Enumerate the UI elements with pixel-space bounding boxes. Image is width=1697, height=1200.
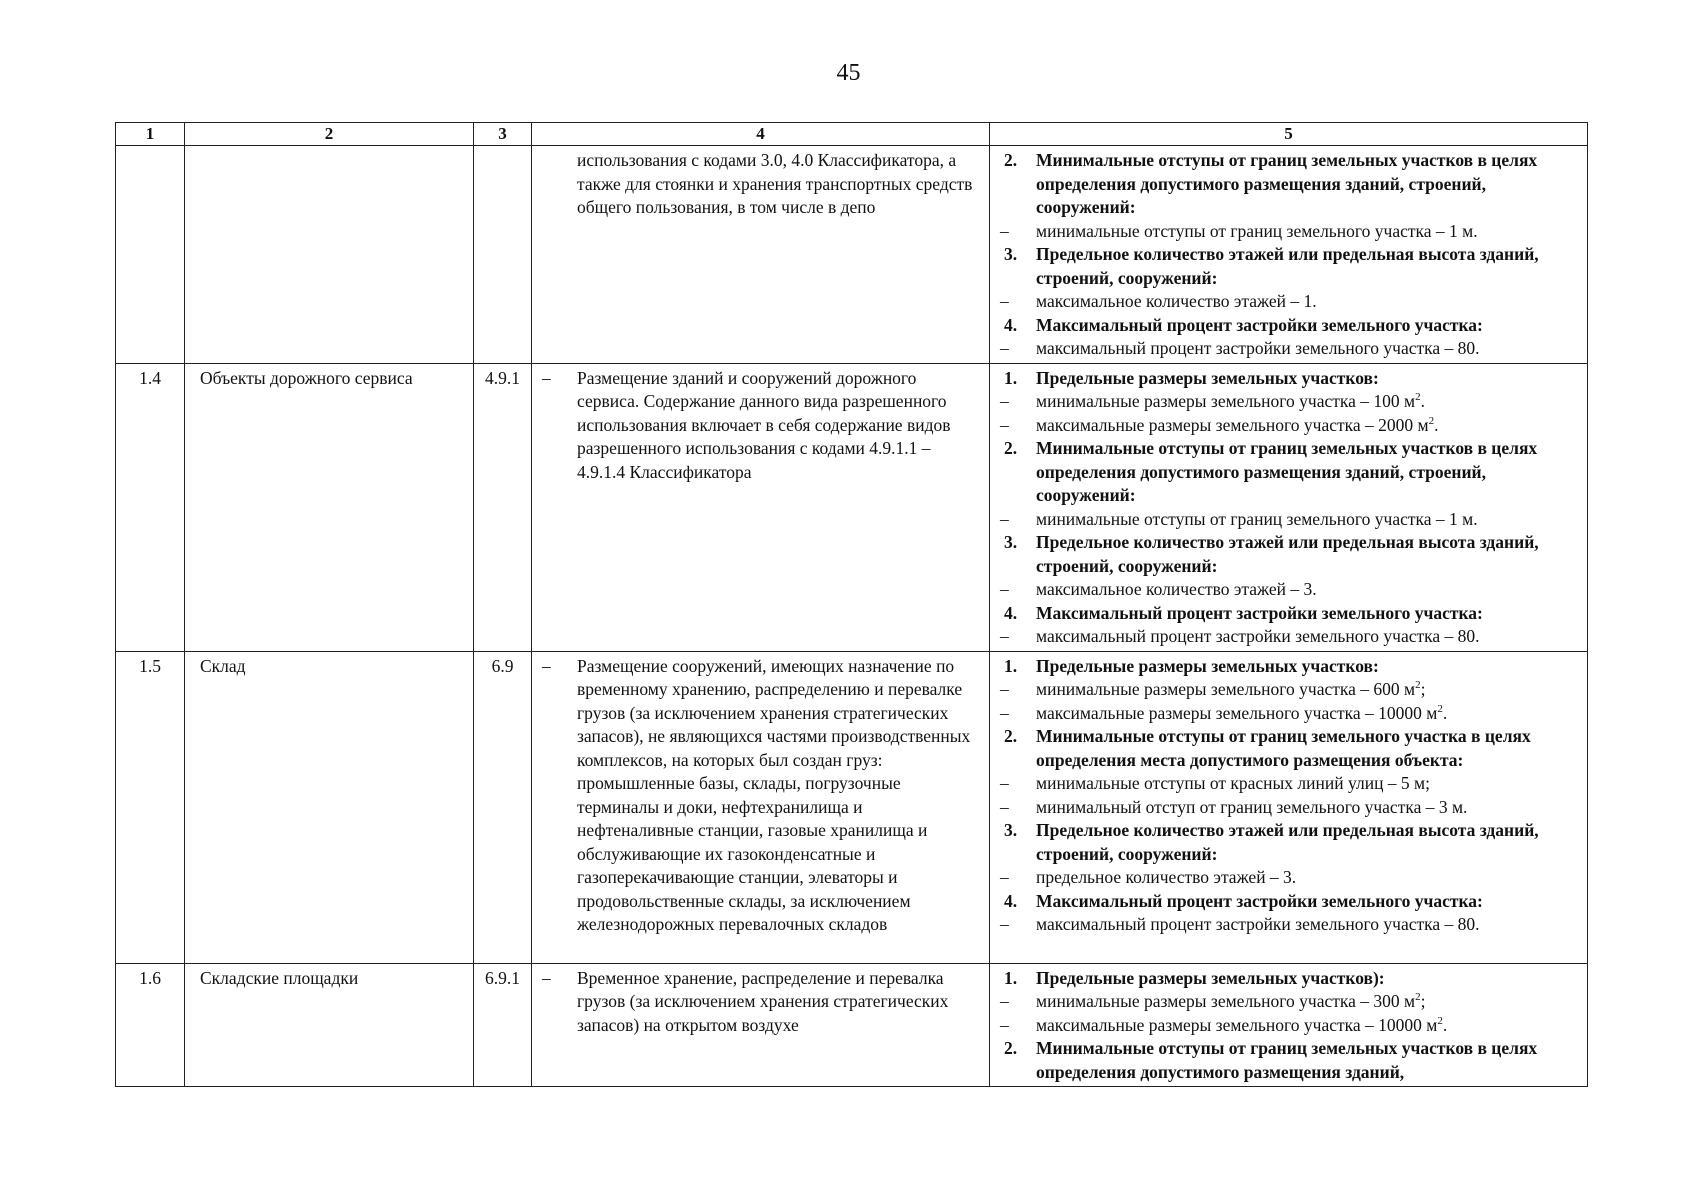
param-number: 2. <box>1004 726 1018 746</box>
param-text: минимальные отступы от границ земельного участка – 1 м. <box>1036 508 1478 529</box>
cell-description <box>532 363 990 651</box>
param-number: 4. <box>1004 314 1018 335</box>
param-text: максимальный процент застройки земельного участка – 80. <box>1036 914 1480 934</box>
cell-code <box>474 146 532 364</box>
param-number: 3. <box>1004 244 1018 264</box>
dash-marker: – <box>1000 796 1009 817</box>
param-text: Минимальные отступы от границ земельных участков в целях определения допустимого размещения зданий, строений, сооружений: <box>1036 438 1538 505</box>
dash-marker: – <box>1000 414 1009 435</box>
cell-params <box>990 363 1588 651</box>
param-item <box>1000 414 1577 438</box>
dash-marker: – <box>1000 508 1009 529</box>
param-number: 1. <box>1004 367 1018 388</box>
param-text: минимальный отступ от границ земельного участка – 3 м. <box>1036 796 1468 817</box>
param-heading <box>1000 1037 1577 1084</box>
param-heading <box>1000 967 1577 991</box>
param-number: 1. <box>1004 655 1018 676</box>
column-header: 3 <box>474 123 532 146</box>
table-row <box>116 363 1588 651</box>
param-heading <box>1000 531 1577 578</box>
dash-marker: – <box>1000 579 1009 599</box>
param-number: 4. <box>1004 602 1018 623</box>
param-text: максимальные размеры земельного участка – 2000 м <box>1036 414 1429 435</box>
dash-marker: – <box>1000 391 1009 411</box>
dash-marker: – <box>1000 773 1009 793</box>
param-heading <box>1000 243 1577 290</box>
cell-name: Объекты дорожного сервиса <box>185 363 474 651</box>
dash-marker: – <box>542 967 551 988</box>
description-text: Размещение зданий и сооружений дорожного сервиса. Содержание данного вида разрешенного использования включает в себя содержание видов разрешенного использования с кодами 4.9.1.1 – 4.9.1.4 Классификатора <box>577 367 951 482</box>
table-header-row <box>116 123 1588 146</box>
column-header: 1 <box>116 123 185 146</box>
cell-description <box>532 651 990 963</box>
dash-marker: – <box>1000 1014 1009 1035</box>
param-item <box>1000 625 1577 649</box>
param-heading <box>1000 437 1577 508</box>
cell-name: Складские площадки <box>185 963 474 1087</box>
param-text: минимальные отступы от границ земельного участка – 1 м. <box>1036 220 1478 241</box>
superscript: 2 <box>1415 679 1421 692</box>
param-text: максимальное количество этажей – 3. <box>1036 579 1317 599</box>
param-item <box>1000 220 1577 244</box>
cell-name <box>185 146 474 364</box>
param-text: Максимальный процент застройки земельного участка: <box>1036 890 1483 911</box>
param-tail: ; <box>1420 991 1426 1011</box>
param-text: максимальный процент застройки земельного участка – 80. <box>1036 338 1480 358</box>
param-heading <box>1000 314 1577 338</box>
param-number: 2. <box>1004 438 1018 458</box>
param-text: Предельное количество этажей или предельная высота зданий, строений, сооружений: <box>1036 532 1539 576</box>
param-heading <box>1000 890 1577 914</box>
param-text: Минимальные отступы от границ земельных участков в целях определения допустимого размещения зданий, <box>1036 1038 1538 1082</box>
param-tail: ; <box>1420 679 1426 699</box>
column-header: 2 <box>185 123 474 146</box>
cell-code: 4.9.1 <box>474 363 532 651</box>
param-number: 2. <box>1004 1038 1018 1058</box>
column-header: 5 <box>990 123 1588 146</box>
param-tail: . <box>1434 414 1439 435</box>
param-item <box>1000 913 1577 937</box>
param-text: минимальные размеры земельного участка – 100 м <box>1036 391 1416 411</box>
description-text: использования с кодами 3.0, 4.0 Классификатора, а также для стоянки и хранения транспортных средств общего пользования, в том числе в депо <box>577 150 973 217</box>
param-text: минимальные размеры земельного участка – 300 м <box>1036 991 1416 1011</box>
param-text: Предельные размеры земельных участков: <box>1036 655 1379 676</box>
param-heading <box>1000 367 1577 391</box>
param-text: Предельное количество этажей или предельная высота зданий, строений, сооружений: <box>1036 820 1539 864</box>
dash-marker: – <box>1000 991 1009 1011</box>
param-item <box>1000 702 1577 726</box>
param-text: максимальные размеры земельного участка – 10000 м <box>1036 702 1438 723</box>
param-text: предельное количество этажей – 3. <box>1036 867 1297 887</box>
param-tail: . <box>1442 702 1448 723</box>
param-item <box>1000 990 1577 1014</box>
cell-description <box>532 963 990 1087</box>
dash-marker: – <box>1000 867 1009 887</box>
param-text: максимальные размеры земельного участка – 10000 м <box>1036 1014 1438 1035</box>
param-tail: . <box>1420 391 1425 411</box>
param-text: Предельные размеры земельных участков): <box>1036 967 1385 988</box>
param-item <box>1000 678 1577 702</box>
param-item <box>1000 508 1577 532</box>
param-text: Минимальные отступы от границ земельного участка в целях определения места допустимого размещения объекта: <box>1036 726 1531 770</box>
superscript: 2 <box>1428 414 1435 427</box>
param-text: Предельные размеры земельных участков: <box>1036 367 1379 388</box>
param-number: 3. <box>1004 820 1018 840</box>
dash-marker: – <box>1000 626 1009 646</box>
cell-num: 1.4 <box>116 363 185 651</box>
param-number: 4. <box>1004 890 1018 911</box>
column-header: 4 <box>532 123 990 146</box>
dash-marker: – <box>542 367 551 388</box>
cell-params <box>990 146 1588 364</box>
param-item <box>1000 337 1577 361</box>
superscript: 2 <box>1415 991 1421 1004</box>
cell-code: 6.9.1 <box>474 963 532 1087</box>
param-item <box>1000 772 1577 796</box>
description-text: Временное хранение, распределение и перевалка грузов (за исключением хранения стратегических запасов) на открытом воздухе <box>577 967 949 1035</box>
cell-num: 1.5 <box>116 651 185 963</box>
param-tail: . <box>1442 1014 1448 1035</box>
dash-marker: – <box>1000 702 1009 723</box>
param-heading <box>1000 655 1577 679</box>
cell-num <box>116 146 185 364</box>
dash-marker: – <box>542 655 551 676</box>
superscript: 2 <box>1415 391 1421 404</box>
superscript: 2 <box>1437 1014 1443 1027</box>
page-number: 45 <box>836 60 861 86</box>
param-text: Минимальные отступы от границ земельных участков в целях определения допустимого размещения зданий, строений, сооружений: <box>1036 150 1538 217</box>
param-item <box>1000 390 1577 414</box>
param-item <box>1000 1014 1577 1038</box>
cell-params <box>990 963 1588 1087</box>
param-number: 1. <box>1004 967 1018 988</box>
param-heading <box>1000 819 1577 866</box>
table-row <box>116 651 1588 963</box>
dash-marker: – <box>1000 914 1009 934</box>
param-text: минимальные размеры земельного участка – 600 м <box>1036 679 1416 699</box>
param-text: Максимальный процент застройки земельного участка: <box>1036 314 1483 335</box>
param-heading <box>1000 725 1577 772</box>
table-row-continuation <box>116 146 1588 364</box>
dash-marker: – <box>1000 220 1009 241</box>
param-text: максимальное количество этажей – 1. <box>1036 291 1317 311</box>
cell-name: Склад <box>185 651 474 963</box>
param-text: максимальный процент застройки земельного участка – 80. <box>1036 626 1480 646</box>
param-text: минимальные отступы от красных линий улиц – 5 м; <box>1036 773 1430 793</box>
param-text: Максимальный процент застройки земельного участка: <box>1036 602 1483 623</box>
param-item <box>1000 796 1577 820</box>
param-item <box>1000 578 1577 602</box>
cell-code: 6.9 <box>474 651 532 963</box>
param-item <box>1000 866 1577 890</box>
dash-marker: – <box>1000 338 1009 358</box>
superscript: 2 <box>1437 702 1443 715</box>
description-text: Размещение сооружений, имеющих назначение по временному хранению, распределению и перевалке грузов (за исключением хранения стратегических запасов), не являющихся частями производственных комплексов, на которых был создан груз: промышленные базы, склады, погрузочные терминалы и доки, нефтехранилища и нефтеналивные станции, газовые хранилища и обслуживающие их газоконденсатные и газоперекачивающие станции, элеваторы и продовольственные склады, за исключением железнодорожных перевалочных складов <box>577 655 971 934</box>
param-text: Предельное количество этажей или предельная высота зданий, строений, сооружений: <box>1036 244 1539 288</box>
regulations-table <box>115 122 1588 1087</box>
param-number: 2. <box>1004 150 1018 170</box>
dash-marker: – <box>1000 291 1009 311</box>
param-number: 3. <box>1004 532 1018 552</box>
param-item <box>1000 290 1577 314</box>
param-heading <box>1000 149 1577 220</box>
table-row <box>116 963 1588 1087</box>
cell-params <box>990 651 1588 963</box>
dash-marker: – <box>1000 679 1009 699</box>
param-heading <box>1000 602 1577 626</box>
cell-description <box>532 146 990 364</box>
cell-num: 1.6 <box>116 963 185 1087</box>
